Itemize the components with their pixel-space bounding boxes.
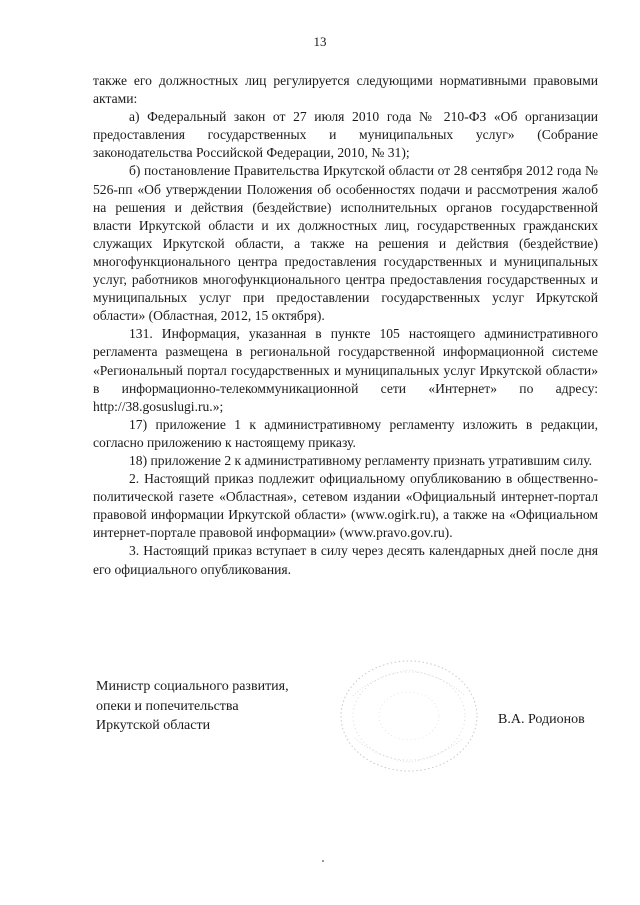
signer-title-line-2: опеки и попечительства xyxy=(96,698,239,714)
paragraph-17: 17) приложение 1 к административному регламенту изложить в редакции, согласно приложению к настоящему приказу. xyxy=(93,416,598,450)
signer-name: В.А. Родионов xyxy=(498,712,585,727)
paragraph-item-a: а) Федеральный закон от 27 июля 2010 года № 210-ФЗ «Об организации предоставления государственных и муниципальных услуг» (Собрание законодательства Российской Федерации, 2010, № 31); xyxy=(93,109,598,161)
paragraph-3: 3. Настоящий приказ вступает в силу через десять календарных дней после дня его официального опубликования. xyxy=(93,543,598,577)
paragraph-131: 131. Информация, указанная в пункте 105 настоящего административного регламента размещена в региональной государственной информационной системе «Региональный портал государственных и муниципальных услуг Иркутской области» в информационно-телекоммуникационной сети «Интернет» по адресу: http://38.gosuslugi.ru.»; xyxy=(93,326,598,414)
paragraph-item-b: б) постановление Правительства Иркутской области от 28 сентября 2012 года № 526-пп «Об утверждении Положения об особенностях подачи и рассмотрения жалоб на решения и действия (бездействие) исполнительных органов государственной власти Иркутской области и их должностных лиц, государственных гражданских служащих Иркутской области, а также на решения и действия (бездействие) многофункционального центра предоставления государственных и муниципальных услуг, работников многофункционального центра предоставления государственных и муниципальных услуг при предоставлении государственных услуг Иркутской области» (Областная, 2012, 15 октября). xyxy=(93,163,598,324)
page-number: 13 xyxy=(313,34,327,49)
signer-title-line-3: Иркутской области xyxy=(96,718,211,733)
document-body xyxy=(93,72,598,579)
paragraph-continuation: также его должностных лиц регулируется следующими нормативными правовыми актами: xyxy=(93,73,598,107)
signature-block xyxy=(96,677,289,736)
official-seal-stamp xyxy=(333,656,485,776)
paragraph-2: 2. Настоящий приказ подлежит официальному опубликованию в общественно-политической газете «Областная», сетевом издании «Официальный интернет-портал правовой информации Иркутской области» (www.ogirk.ru), а также на «Официальном интернет-портале правовой информации» (www.pravo.gov.ru). xyxy=(93,471,598,541)
paragraph-18: 18) приложение 2 к административному регламенту признать утратившим силу. xyxy=(129,452,593,468)
scan-dot xyxy=(322,860,324,862)
signer-title-line-1: Министр социального развития, xyxy=(96,679,289,694)
